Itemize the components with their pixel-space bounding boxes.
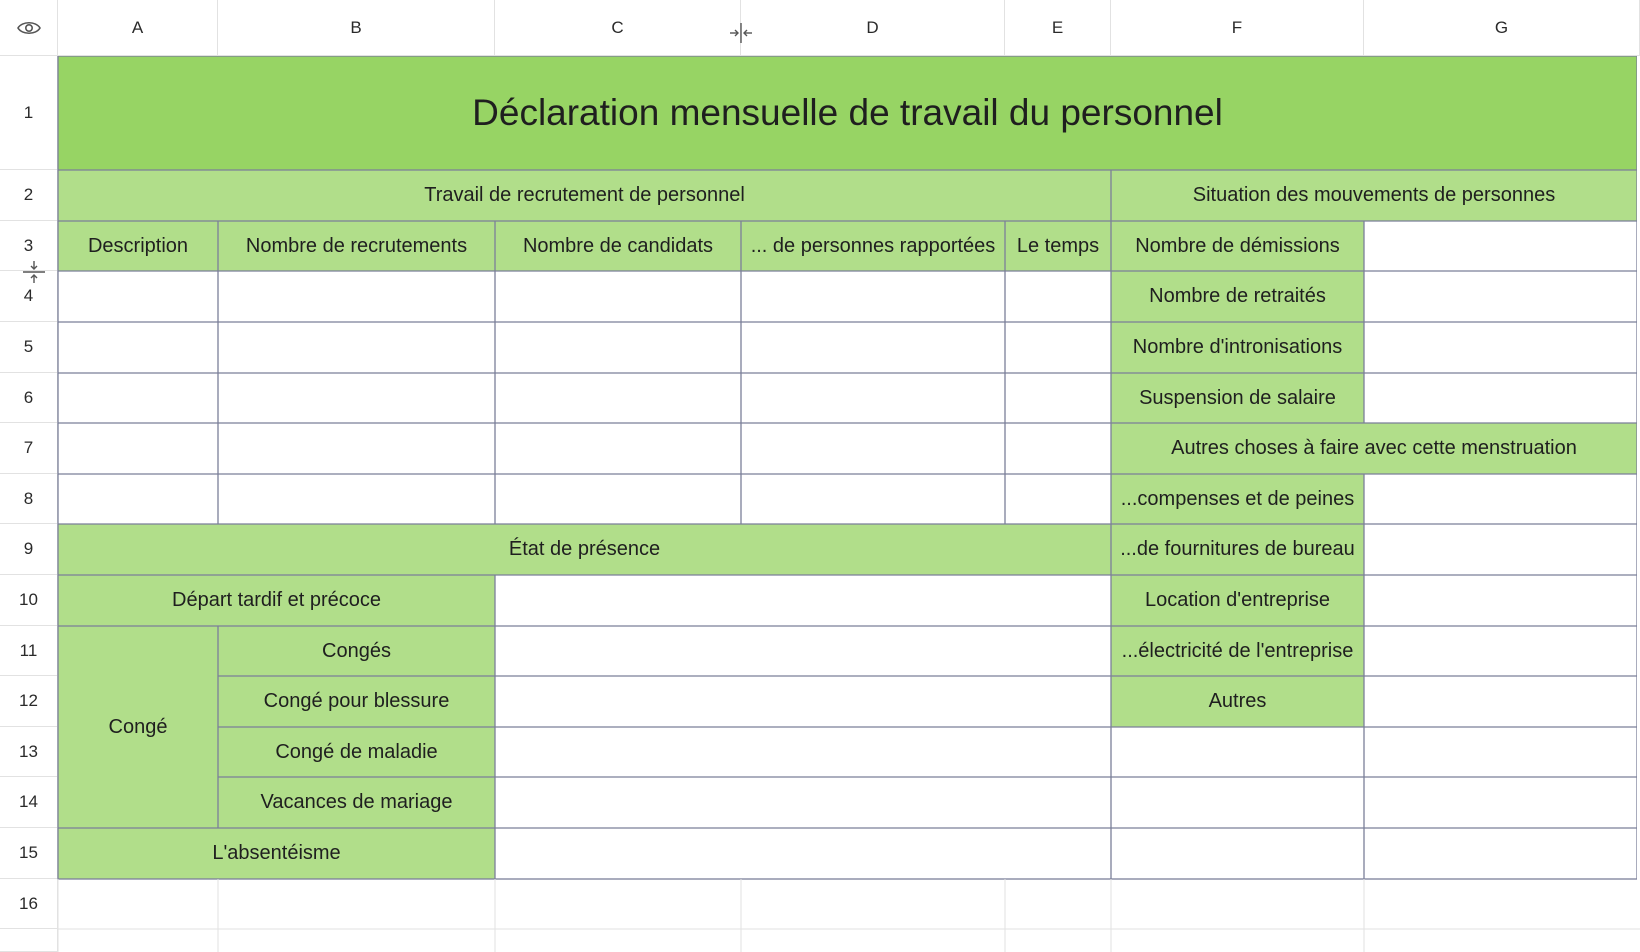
empty-cell[interactable]: [495, 879, 741, 929]
row-header-11[interactable]: 11: [0, 626, 58, 676]
movements-header-cell[interactable]: Situation des mouvements de personnes: [1111, 170, 1637, 221]
row-header-1[interactable]: 1: [0, 56, 58, 170]
row-header-12[interactable]: 12: [0, 676, 58, 727]
eye-icon[interactable]: [17, 20, 41, 36]
row-header-2[interactable]: 2: [0, 170, 58, 221]
row-header-16[interactable]: 16: [0, 879, 58, 929]
row-header-6[interactable]: 6: [0, 373, 58, 423]
rapportees-header-cell[interactable]: ... de personnes rapportées: [741, 221, 1005, 271]
row-header-14[interactable]: 14: [0, 777, 58, 828]
recruitment-header-cell[interactable]: Travail de recrutement de personnel: [58, 170, 1111, 221]
depart-cell[interactable]: Départ tardif et précoce: [58, 575, 495, 626]
description-header-cell[interactable]: Description: [58, 221, 218, 271]
column-header-a[interactable]: A: [58, 0, 218, 56]
empty-cell[interactable]: [1005, 879, 1111, 929]
candidats-header-cell[interactable]: Nombre de candidats: [495, 221, 741, 271]
row-header-3[interactable]: 3: [0, 221, 58, 271]
intronisations-cell[interactable]: Nombre d'intronisations: [1111, 322, 1364, 373]
empty-cell[interactable]: [1111, 879, 1364, 929]
conge-blessure-cell[interactable]: Congé pour blessure: [218, 676, 495, 727]
row-header-5[interactable]: 5: [0, 322, 58, 373]
column-header-d[interactable]: D: [741, 0, 1005, 56]
row-header-17[interactable]: [0, 929, 58, 952]
row-resize-handle-icon[interactable]: [22, 260, 46, 284]
etat-presence-cell[interactable]: État de présence: [58, 524, 1111, 575]
column-resize-handle-icon[interactable]: [728, 22, 754, 44]
row-header-7[interactable]: 7: [0, 423, 58, 474]
recrutements-header-cell[interactable]: Nombre de recrutements: [218, 221, 495, 271]
corner-header[interactable]: [0, 0, 58, 56]
row-header-10[interactable]: 10: [0, 575, 58, 626]
column-header-e[interactable]: E: [1005, 0, 1111, 56]
empty-cell[interactable]: [741, 879, 1005, 929]
row-header-8[interactable]: 8: [0, 474, 58, 524]
empty-cell[interactable]: [218, 879, 495, 929]
row-header-9[interactable]: 9: [0, 524, 58, 575]
column-header-c[interactable]: C: [495, 0, 741, 56]
absenteisme-cell[interactable]: L'absentéisme: [58, 828, 495, 879]
conge-maladie-cell[interactable]: Congé de maladie: [218, 727, 495, 777]
temps-header-cell[interactable]: Le temps: [1005, 221, 1111, 271]
electricite-cell[interactable]: ...électricité de l'entreprise: [1111, 626, 1364, 676]
demissions-cell[interactable]: Nombre de démissions: [1111, 221, 1364, 271]
column-header-b[interactable]: B: [218, 0, 495, 56]
empty-cell[interactable]: [58, 879, 218, 929]
suspension-cell[interactable]: Suspension de salaire: [1111, 373, 1364, 423]
row-header-13[interactable]: 13: [0, 727, 58, 777]
autres-cell[interactable]: Autres: [1111, 676, 1364, 727]
conges-cell[interactable]: Congés: [218, 626, 495, 676]
conge-group-cell[interactable]: Congé: [58, 626, 218, 828]
title-cell[interactable]: Déclaration mensuelle de travail du personnel: [58, 56, 1637, 170]
column-header-f[interactable]: F: [1111, 0, 1364, 56]
empty-cell[interactable]: [1364, 879, 1640, 929]
autres-choses-cell[interactable]: Autres choses à faire avec cette menstruation: [1111, 423, 1637, 474]
compenses-cell[interactable]: ...compenses et de peines: [1111, 474, 1364, 524]
location-cell[interactable]: Location d'entreprise: [1111, 575, 1364, 626]
row-header-4[interactable]: 4: [0, 271, 58, 322]
vacances-mariage-cell[interactable]: Vacances de mariage: [218, 777, 495, 828]
fournitures-cell[interactable]: ...de fournitures de bureau: [1111, 524, 1364, 575]
retraites-cell[interactable]: Nombre de retraités: [1111, 271, 1364, 322]
column-header-g[interactable]: G: [1364, 0, 1640, 56]
row-header-15[interactable]: 15: [0, 828, 58, 879]
